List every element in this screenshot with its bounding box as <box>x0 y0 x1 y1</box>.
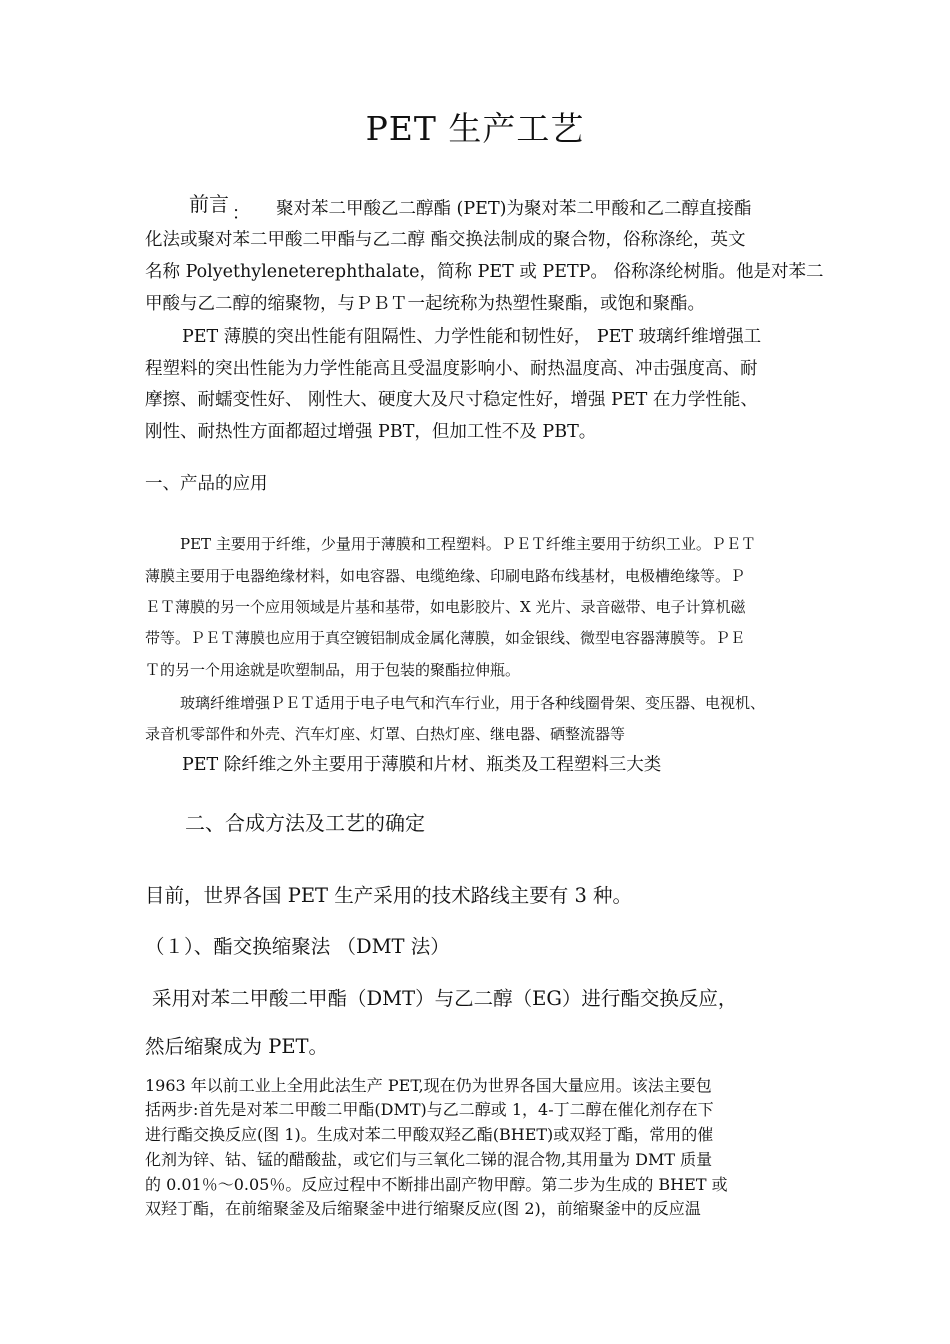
page-title: PET 生产工艺 <box>365 109 585 148</box>
paragraph-line: 采用对苯二甲酸二甲酯（DMT）与乙二醇（EG）进行酯交换反应， <box>152 987 738 1010</box>
paragraph-line: 的 0.01％～0.05％。反应过程中不断排出副产物甲醇。第二步为生成的 BHET 或 <box>145 1175 728 1194</box>
paragraph-line: PET 除纤维之外主要用于薄膜和片材、瓶类及工程塑料三大类 <box>182 755 662 775</box>
preface-colon: ： <box>232 204 250 224</box>
paragraph-line: 双羟丁酯，在前缩聚釜及后缩聚釜中进行缩聚反应(图 2)，前缩聚釜中的反应温 <box>145 1199 701 1218</box>
preface-label: 前言 <box>189 192 229 216</box>
section-heading: 一、产品的应用 <box>145 474 268 494</box>
paragraph-line: PET 薄膜的突出性能有阻隔性、力学性能和韧性好， PET 玻璃纤维增强工 <box>182 327 762 347</box>
paragraph-line: 带等。ＰＥＴ薄膜也应用于真空镀铝制成金属化薄膜，如金银线、微型电容器薄膜等。ＰＥ <box>145 629 746 647</box>
paragraph-line: 薄膜主要用于电器绝缘材料，如电容器、电缆绝缘、印刷电路布线基材，电极槽绝缘等。Ｐ <box>145 567 746 585</box>
paragraph-line: 录音机零部件和外壳、汽车灯座、灯罩、白热灯座、继电器、硒整流器等 <box>145 725 626 743</box>
preface-line: 甲酸与乙二醇的缩聚物，与ＰＢＴ一起统称为热塑性聚酯，或饱和聚酯。 <box>145 294 705 314</box>
paragraph-line: 进行酯交换反应(图 1)。生成对苯二甲酸双羟乙酯(BHET)或双羟丁酯，常用的催 <box>145 1125 714 1144</box>
paragraph-line: 程塑料的突出性能为力学性能高且受温度影响小、耐热温度高、冲击强度高、耐 <box>145 359 758 379</box>
section-heading: 二、合成方法及工艺的确定 <box>185 811 425 835</box>
paragraph-line: 化剂为锌、钴、锰的醋酸盐，或它们与三氧化二锑的混合物,其用量为 DMT 质量 <box>145 1150 713 1169</box>
preface-line: 名称 Polyethyleneterephthalate，简称 PET 或 PETP。 俗称涤纶树脂。他是对苯二 <box>145 262 824 282</box>
method-heading: （１）、酯交换缩聚法 （DMT 法） <box>145 935 450 958</box>
paragraph-line: 括两步:首先是对苯二甲酸二甲酯(DMT)与乙二醇或 1，4-丁二醇在催化剂存在下 <box>145 1100 714 1119</box>
paragraph-line: PET 主要用于纤维，少量用于薄膜和工程塑料。ＰＥＴ纤维主要用于纺织工业。ＰＥＴ <box>180 535 756 553</box>
preface-line: 化法或聚对苯二甲酸二甲酯与乙二醇 酯交换法制成的聚合物，俗称涤纶，英文 <box>145 230 746 250</box>
paragraph-line: ＥＴ薄膜的另一个应用领域是片基和基带，如电影胶片、X 光片、录音磁带、电子计算机磁 <box>145 598 746 616</box>
paragraph-line: Ｔ的另一个用途就是吹塑制品，用于包装的聚酯拉伸瓶。 <box>145 661 521 679</box>
paragraph-line: 目前，世界各国 PET 生产采用的技术路线主要有 3 种。 <box>145 884 633 907</box>
paragraph-line: 刚性、耐热性方面都超过增强 PBT，但加工性不及 PBT。 <box>145 422 597 442</box>
paragraph-line: 然后缩聚成为 PET。 <box>145 1035 329 1058</box>
paragraph-line: 摩擦、耐蠕变性好、 刚性大、硬度大及尺寸稳定性好，增强 PET 在力学性能、 <box>145 390 758 410</box>
preface-line: 聚对苯二甲酸乙二醇酯 (PET)为聚对苯二甲酸和乙二醇直接酯 <box>276 199 752 219</box>
paragraph-line: 1963 年以前工业上全用此法生产 PET,现在仍为世界各国大量应用。该法主要包 <box>145 1076 712 1095</box>
paragraph-line: 玻璃纤维增强ＰＥＴ适用于电子电气和汽车行业，用于各种线圈骨架、变压器、电视机、 <box>180 694 766 712</box>
